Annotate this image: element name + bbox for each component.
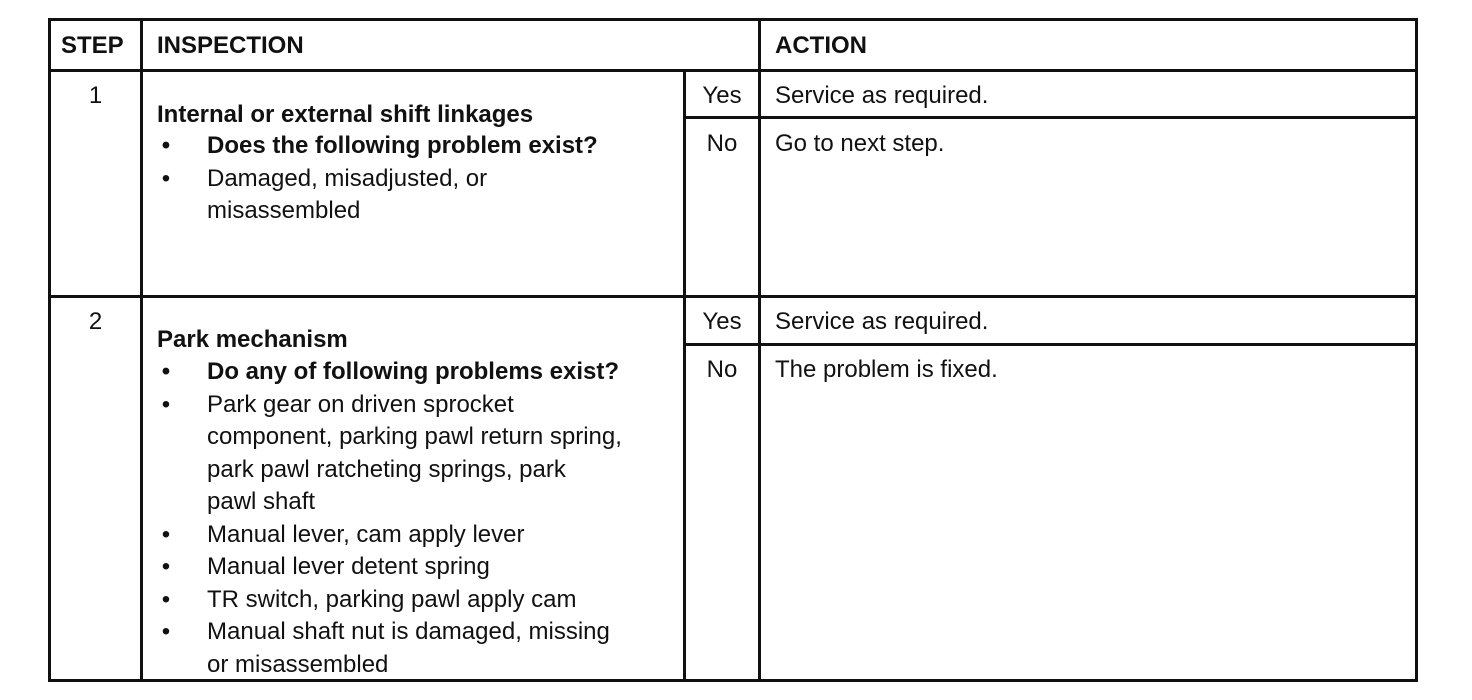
checklist-item: • TR switch, parking pawl apply cam xyxy=(161,585,577,613)
step-question: • Do any of following problems exist? xyxy=(161,358,620,385)
action-column-divider xyxy=(758,21,761,679)
yes-label: Yes xyxy=(702,308,742,335)
yes-no-divider-1 xyxy=(684,116,1415,119)
step-title: Internal or external shift linkages xyxy=(157,101,534,128)
no-label: No xyxy=(706,356,738,383)
step-question: • Does the following problem exist? xyxy=(161,132,598,159)
checklist-item: • Manual lever, cam apply lever xyxy=(161,520,525,548)
no-label: No xyxy=(706,130,738,157)
checklist-item: • Manual shaft nut is damaged, missing or misassembled xyxy=(161,618,610,678)
step-column-divider xyxy=(140,21,143,679)
yes-action: Service as required. xyxy=(775,308,989,335)
header-inspection: INSPECTION xyxy=(157,32,304,59)
checklist-item: • Manual lever detent spring xyxy=(161,553,490,580)
row-divider xyxy=(51,295,1415,298)
step-checklist xyxy=(157,130,598,228)
yes-action: Service as required. xyxy=(775,82,989,109)
no-action: Go to next step. xyxy=(775,130,945,157)
checklist-item: • Park gear on driven sprocket component, parking pawl return spring, park pawl ratcheting springs, park pawl shaft xyxy=(161,390,622,515)
step-number: 2 xyxy=(88,308,103,335)
yes-label: Yes xyxy=(702,82,742,109)
step-title: Park mechanism xyxy=(157,326,348,353)
header-step: STEP xyxy=(61,32,124,59)
diagnostic-table xyxy=(48,18,1418,682)
yes-no-divider-2 xyxy=(684,343,1415,346)
checklist-item: • Damaged, misadjusted, or misassembled xyxy=(161,164,488,224)
inspection-yesno-divider-2 xyxy=(683,295,686,679)
step-number: 1 xyxy=(88,82,103,109)
header-action: ACTION xyxy=(775,32,867,59)
no-action: The problem is fixed. xyxy=(775,356,998,383)
step-checklist xyxy=(157,356,622,681)
header-divider xyxy=(51,69,1415,72)
